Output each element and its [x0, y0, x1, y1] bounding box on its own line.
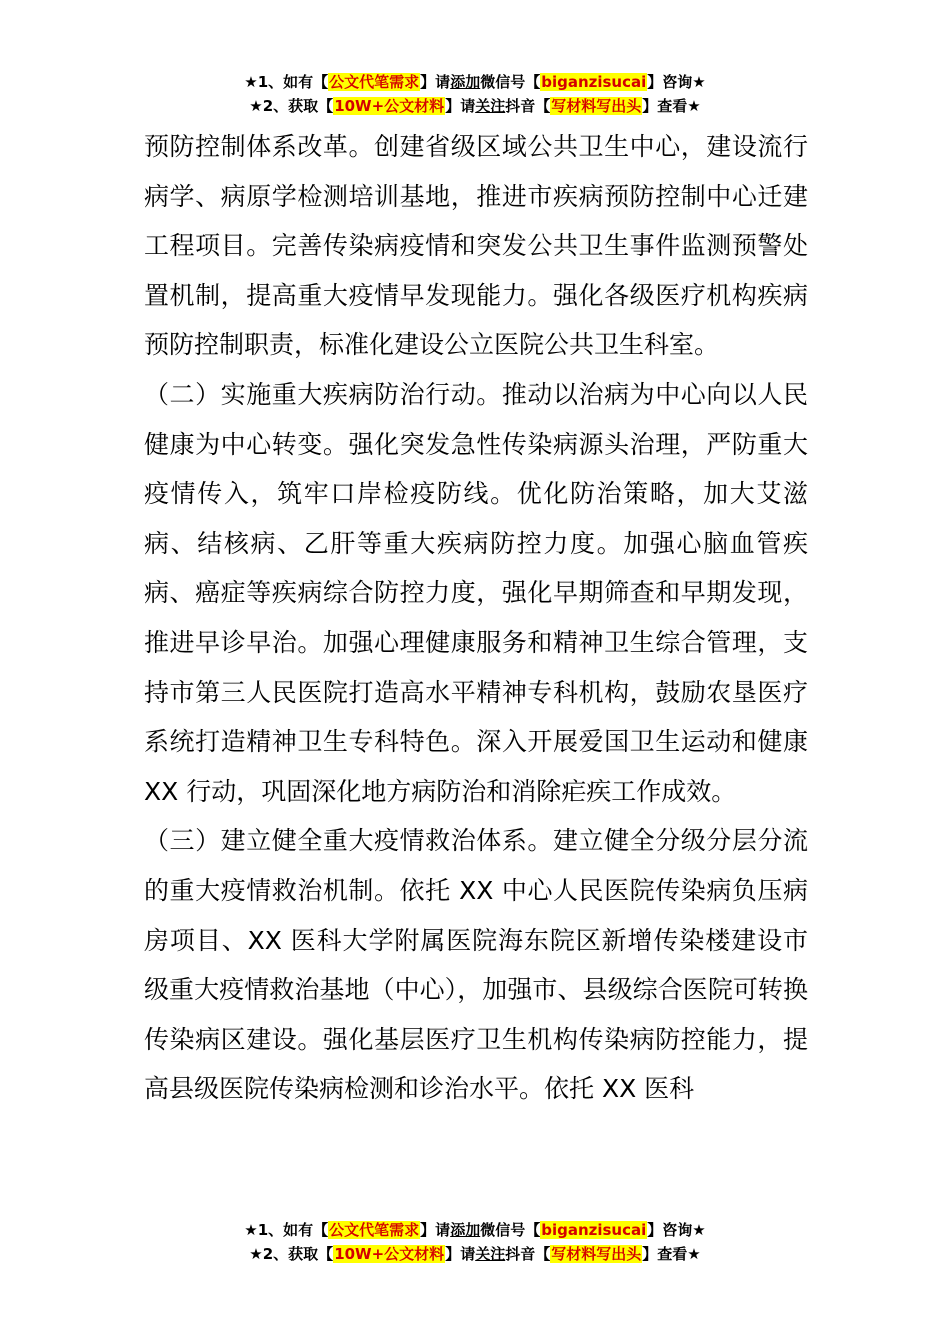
highlight-douyin-account: 写材料写出头 [551, 1245, 642, 1263]
paragraph-3: （三）建立健全重大疫情救治体系。建立健全分级分层分流的重大疫情救治机制。依托 XX 中心人民医院传染病负压病房项目、XX 医科大学附属医院海东院区新增传染楼建设市级重大疫情救治基地（中心），加强市、县级综合医院可转换传染病区建设。强化基层医疗卫生机构传染病防控能力，提高县级医院传染病检测和诊治水平。依托 XX 医科 [144, 826, 808, 1104]
highlight-service: 公文代笔需求 [329, 73, 420, 91]
star-icon: ★ [249, 97, 263, 115]
highlight-douyin-account: 写材料写出头 [551, 97, 642, 115]
document-body [144, 122, 808, 1114]
banner-line-2: ★2、获取【10W+公文材料】请关注抖音【写材料写出头】查看★ [249, 1245, 701, 1263]
paragraph-2: （二）实施重大疾病防治行动。推动以治病为中心向以人民健康为中心转变。强化突发急性传染病源头治理，严防重大疫情传入，筑牢口岸检疫防线。优化防治策略，加大艾滋病、结核病、乙肝等重大疾病防控力度。加强心脑血管疾病、癌症等疾病综合防控力度，强化早期筛查和早期发现，推进早诊早治。加强心理健康服务和精神卫生综合管理，支持市第三人民医院打造高水平精神专科机构，鼓励农垦医疗系统打造精神卫生专科特色。深入开展爱国卫生运动和健康 XX 行动，巩固深化地方病防治和消除疟疾工作成效。 [144, 379, 808, 806]
star-icon: ★ [244, 73, 258, 91]
banner-line-1: ★1、如有【公文代笔需求】请添加微信号【biganzisucai】咨询★ [244, 1221, 706, 1239]
banner-line-1: ★1、如有【公文代笔需求】请添加微信号【biganzisucai】咨询★ [244, 73, 706, 91]
highlight-service: 公文代笔需求 [329, 1221, 420, 1239]
header-banner [0, 70, 950, 118]
highlight-materials: 10W+公文材料 [334, 97, 445, 115]
paragraph-1: 预防控制体系改革。创建省级区域公共卫生中心，建设流行病学、病原学检测培训基地，推进市疾病预防控制中心迁建工程项目。完善传染病疫情和突发公共卫生事件监测预警处置机制，提高重大疫情早发现能力。强化各级医疗机构疾病预防控制职责，标准化建设公立医院公共卫生科室。 [144, 132, 808, 360]
highlight-wechat-id: biganzisucai [541, 1221, 647, 1239]
footer-banner [0, 1218, 950, 1266]
star-icon: ★ [249, 1245, 263, 1263]
highlight-materials: 10W+公文材料 [334, 1245, 445, 1263]
highlight-wechat-id: biganzisucai [541, 73, 647, 91]
banner-line-2: ★2、获取【10W+公文材料】请关注抖音【写材料写出头】查看★ [249, 97, 701, 115]
star-icon: ★ [244, 1221, 258, 1239]
